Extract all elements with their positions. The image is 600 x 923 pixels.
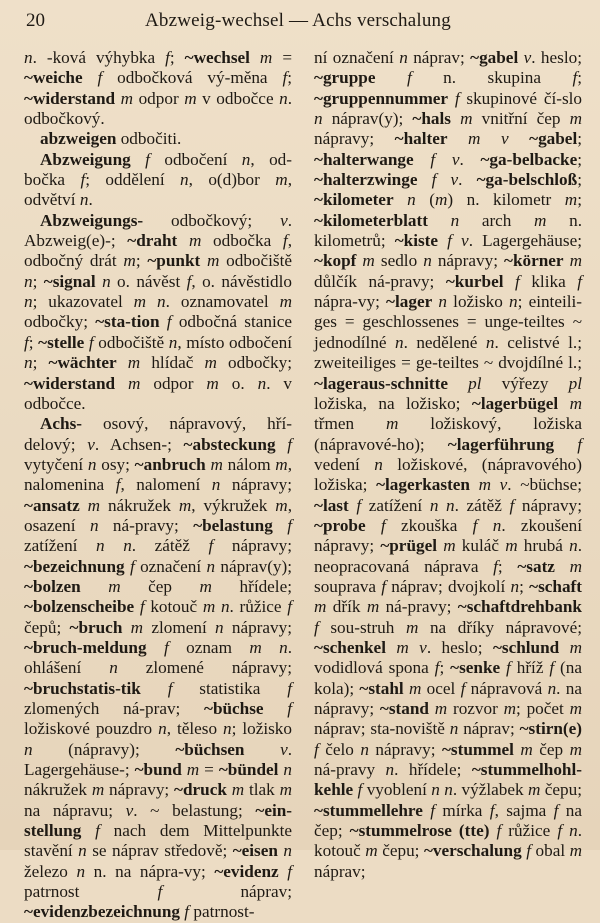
page-header xyxy=(0,4,600,38)
page-number: 20 xyxy=(26,10,45,31)
dictionary-entry: abzweigen odbočiti. xyxy=(40,129,182,149)
dictionary-entry: n. -ková výhybka f; ~wechsel m = ~weiche f odbočková vý-měna f; ~widerstand m odpor m v odbočce n. odbočkový. xyxy=(24,48,293,129)
running-title: Abzweig-wechsel — Achs verschalung xyxy=(145,10,451,31)
dictionary-entry: Achs- osový, nápravový, hří-delový; v. Achsen-; ~absteckung f vytyčení n osy; ~anbruch m nálom m, nalomenina f, nalomení n nápravy; ~ansatz m nákružek m, výkružek m, osazení n ná-pravy; ~belastung f zatížení n n. zátěž f nápravy; ~bezeichnung f označení n náprav(y); ~bolzen m čep m hřídele; ~bolzenscheibe f kotouč m n. růžice f čepů; ~bruch m zlomení n nápravy; ~bruch-meldung f oznam m n. ohlášení n zlomené nápravy; ~bruchstatis-tik f statistika f zlomených ná-prav; ~büchse f ložiskové pouzdro n, těleso n; ložisko n (nápravy); ~büchsen v. Lagergehäuse-; ~bund m = ~bündel n nákružek m nápravy; ~druck m tlak m na nápravu; v. ~ belastung; ~ein-stellung f nach dem Mittelpunkte stavění n se náprav středově; ~eisen n železo n n. na nápra-vy; ~evidenz f patrnost f náprav; ~evidenzbezeichnung f patrnost- xyxy=(24,414,293,922)
dictionary-entry: Abzweigungs- odbočkový; v. Abzweig(e)-; ~draht m odbočka f, odbočný drát m; ~punkt m odbočiště n; ~signal n o. návěst f, o. návěstidlo n; ukazovatel m n. oznamovatel m odbočky; ~sta-tion f odbočná stanice f; ~stelle f odbočiště n, místo odbočení n; ~wächter m hlídač m odbočky; ~widerstand m odpor m o. n. v odbočce. xyxy=(24,210,293,413)
dictionary-entry: Abzweigung f odbočení n, od-bočka f; oddělení n, o(d)bor m, odvětví n. xyxy=(24,149,292,210)
dictionary-entry: ní označení n náprav; ~gabel v. heslo; ~gruppe f n. skupina f; ~gruppennummer f skupinové čí-slo n náprav(y); ~hals m vnitřní čep m nápravy; ~halter m v ~gabel; ~halterwange f v. ~ga-belbacke; ~halterzwinge f v. ~ga-belschloß; ~kilometer n (m) n. kilometr m; ~kilometerblatt n arch m n. kilometrů; ~kiste f v. Lagergehäuse; ~kopf m sedlo n nápravy; ~körner m důlčík ná-pravy; ~kurbel f klika f nápra-vy; ~lager n ložisko n; einteili-ges = geschlossenes = unge-teiltes ~ jednodílné n. nedělené n. celistvé l.; zweiteiliges = ge-teiltes ~ dvojdílné l.; ~lageraus-schnitte pl výřezy pl ložiska, na ložisko; ~lagerbügel m třmen m ložiskový, ložiska (nápravové-ho); ~lagerführung f vedení n ložiskové, (nápravového) ložiska; ~lagerkasten m v. ~büchse; ~last f zatížení n n. zátěž f nápravy; ~probe f zkouška f n. zkoušení nápravy; ~prügel m kuláč m hrubá n. neopracovaná náprava f; ~satz m soupravа f náprav; dvojkolí n; ~schaft m dřík m ná-pravy; ~schaftdrehbank f sou-struh m na dříky nápravové; ~schenkel m v. heslo; ~schlund m vodidlová spona f; ~senke f hříž f (na kola); ~stahl m ocel f nápravová n. na nápravy; ~stand m rozvor m; počet m náprav; sta-noviště n náprav; ~stirn(e) f čelo n nápravy; ~stummel m čep m ná-pravy n. hřídele; ~stummelhohl-kehle f vyoblení n n. výžlabek m čepu; ~stummellehre f mírka f, sajma f na čep; ~stummelrose (tte) f růžice f n. kotouč m čepu; ~verschalung f obal m náprav; xyxy=(314,48,583,881)
left-column xyxy=(24,48,292,923)
right-column xyxy=(314,48,582,882)
